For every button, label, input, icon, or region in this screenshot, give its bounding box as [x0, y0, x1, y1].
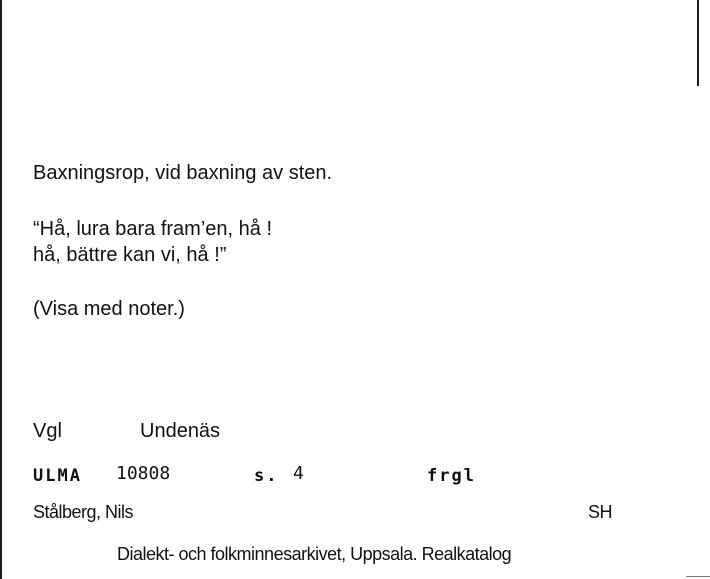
quote-line-2: hå, bättre kan vi, hå !” — [33, 244, 227, 266]
archive-code: ULMA — [33, 466, 82, 486]
type-code: frgl — [427, 466, 476, 486]
archive-number: 10808 — [116, 463, 171, 484]
card-right-edge — [697, 0, 699, 86]
card-title: Baxningsrop, vid baxning av sten. — [33, 162, 333, 184]
collector-name: Stålberg, Nils — [33, 502, 134, 522]
card-left-edge — [0, 0, 2, 579]
parish-name: Undenäs — [140, 420, 221, 442]
page-label: s. — [254, 466, 279, 486]
card-note: (Visa med noter.) — [33, 298, 185, 320]
card-corner-mark — [686, 576, 710, 577]
initials: SH — [588, 502, 613, 522]
card-footer: Dialekt- och folkminnesarkivet, Uppsala. Realkatalog — [117, 544, 512, 564]
quote-line-1: “Hå, lura bara fram’en, hå ! — [33, 218, 272, 240]
page-number: 4 — [293, 463, 304, 484]
province-code: Vgl — [33, 420, 62, 442]
